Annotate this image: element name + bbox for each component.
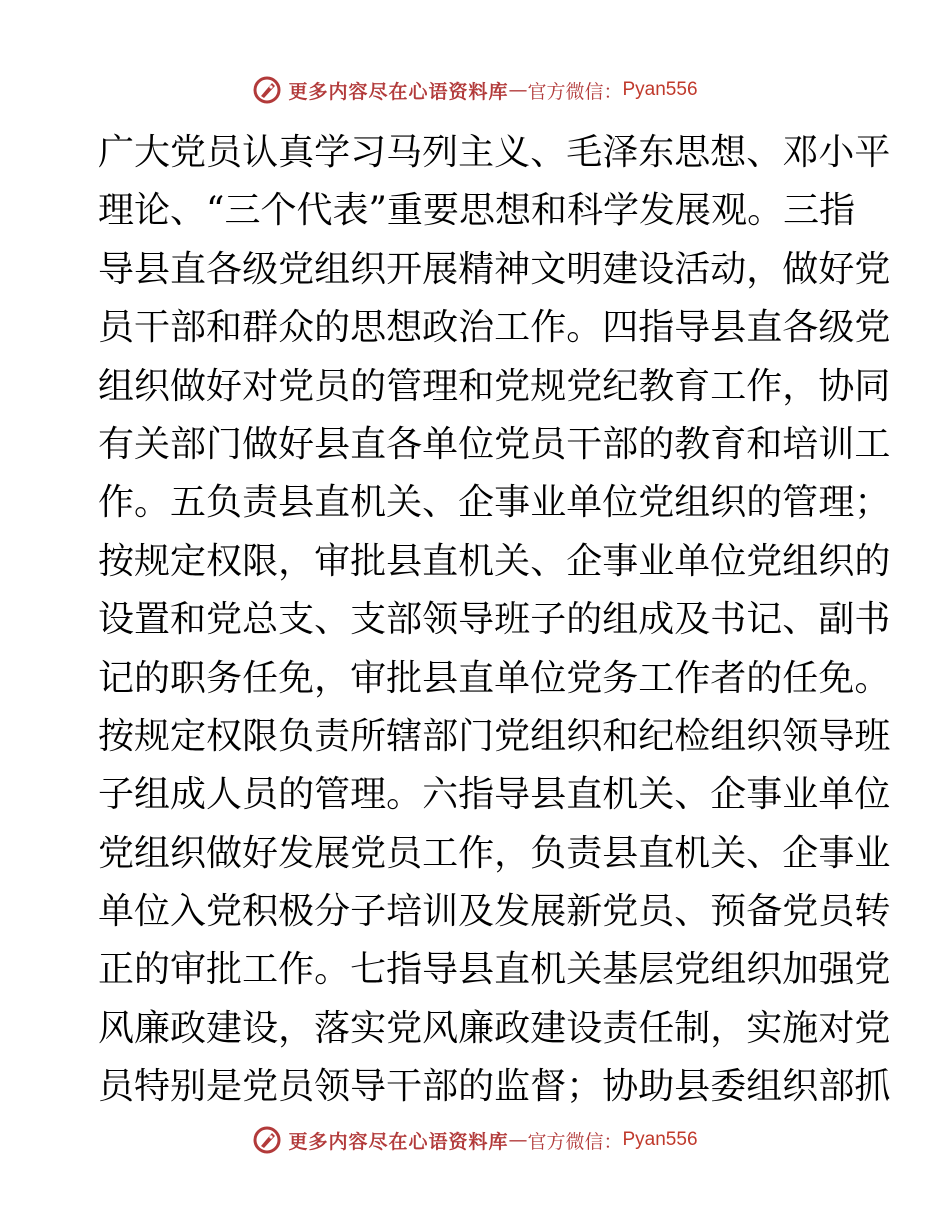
text-line: 作 。 五 负 责 县 直 机 关 、 企 事 业 单 位 党 组 织 的 管 理 ； [98,482,891,524]
footer-banner [0,1120,950,1160]
footer-banner-sub: 官方微信： [527,1130,623,1153]
header-banner [0,70,950,110]
text-line: 记 的 职 务 任 免 ， 审 批 县 直 单 位 党 务 工 作 者 的 任 免 。 [98,657,891,699]
document-body [98,124,891,1117]
text-line: 广 大 党 员 认 真 学 习 马 列 主 义 、 毛 泽 东 思 想 、 邓 小 平 [98,132,891,173]
footer-banner-main: 更多内容尽在心语资料库 [288,1130,509,1153]
text-line: 风 廉 政 建 设 ， 落 实 党 风 廉 政 建 设 责 任 制 ， 实 施 对 党 [98,1007,891,1049]
text-line: 员 干 部 和 群 众 的 思 想 政 治 工 作 。 四 指 导 县 直 各 级 党 [98,307,891,349]
text-line: 设 置 和 党 总 支 、 支 部 领 导 班 子 的 组 成 及 书 记 、 副 书 [98,599,891,641]
text-line: 组 织 做 好 对 党 员 的 管 理 和 党 规 党 纪 教 育 工 作 ， 协 同 [98,365,891,407]
header-banner-main: 更多内容尽在心语资料库 [288,80,509,103]
pen-nib-icon [252,75,282,105]
header-banner-dash: — [508,79,528,101]
text-line: 导 县 直 各 级 党 组 织 开 展 精 神 文 明 建 设 活 动 ， 做 好 党 [98,248,891,290]
text-line: 单 位 入 党 积 极 分 子 培 训 及 发 展 新 党 员 、 预 备 党 员 转 [98,891,891,933]
text-line: 正 的 审 批 工 作 。 七 指 导 县 直 机 关 基 层 党 组 织 加 强 党 [98,949,891,991]
text-line: 党 组 织 做 好 发 展 党 员 工 作 ， 负 责 县 直 机 关 、 企 事 业 [98,832,891,874]
text-line: 有 关 部 门 做 好 县 直 各 单 位 党 员 干 部 的 教 育 和 培 训 工 [98,423,891,465]
text-line: 员 特 别 是 党 员 领 导 干 部 的 监 督 ； 协 助 县 委 组 织 部 抓 [98,1066,891,1108]
footer-banner-dash: — [508,1129,528,1151]
text-line: 按 规 定 权 限 ， 审 批 县 直 机 关 、 企 事 业 单 位 党 组 织 的 [98,540,891,582]
text-line: 理 论 、 “ 三 个 代 表 ” 重 要 思 想 和 科 学 发 展 观 。 三 指 [98,190,856,232]
text-line: 按 规 定 权 限 负 责 所 辖 部 门 党 组 织 和 纪 检 组 织 领 导 班 [98,715,891,757]
header-banner-sub: 官方微信： [527,80,623,103]
text-line: 子 组 成 人 员 的 管 理 。 六 指 导 县 直 机 关 、 企 事 业 单 位 [98,774,891,816]
footer-banner-code: Pyan556 [622,1129,698,1150]
header-banner-code: Pyan556 [622,79,698,100]
pen-nib-icon [252,1125,282,1155]
